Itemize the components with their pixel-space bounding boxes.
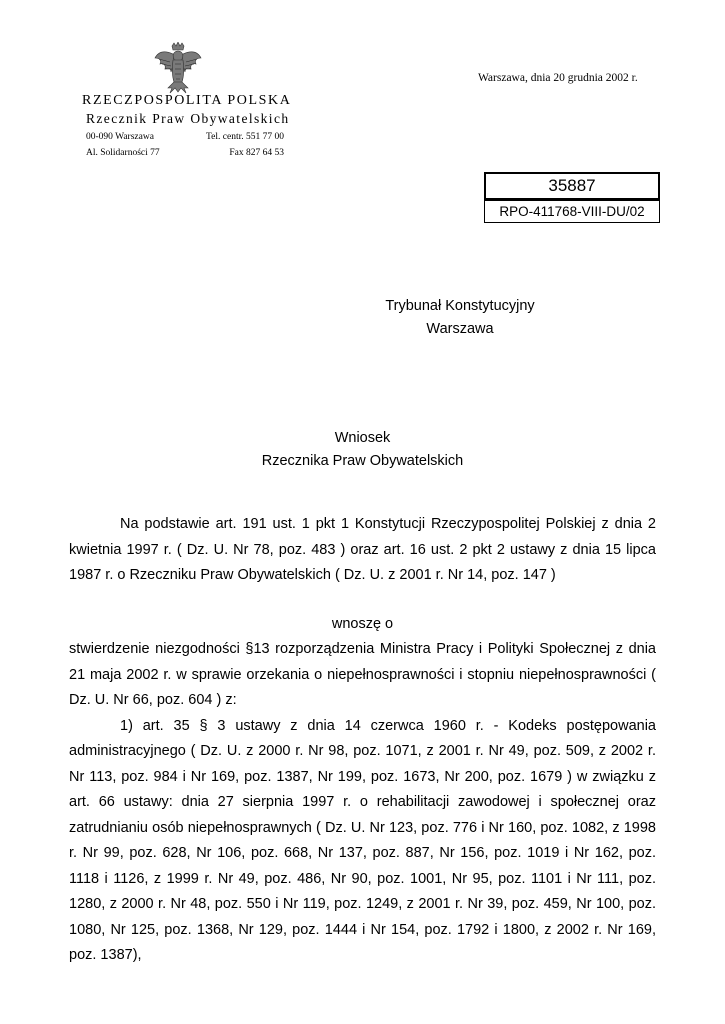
finding-paragraph: stwierdzenie niezgodności §13 rozporządzenia Ministra Pracy i Polityki Społecznej z dnia 21 maja 2002 r. w sprawie orzekania o niepełnosprawności i stopniu niepełnosprawności ( Dz. U. Nr 66, poz. 604 ) z: <box>69 641 656 708</box>
title-line-2: Rzecznika Praw Obywatelskich <box>261 453 464 469</box>
registration-number-box: 35887 <box>484 172 660 200</box>
intro-paragraph: Na podstawie art. 191 ust. 1 pkt 1 Konstytucji Rzeczypospolitej Polskiej z dnia 2 kwietnia 1997 r. ( Dz. U. Nr 78, poz. 483 ) oraz art. 16 ust. 2 pkt 2 ustawy z dnia 15 lipca 1987 r. o Rzeczniku Praw Obywatelskich ( Dz. U. z 2001 r. Nr 14, poz. 147 ) <box>69 516 656 583</box>
phone-number: Tel. centr. 551 77 00 <box>206 132 284 142</box>
addressee <box>360 295 560 341</box>
country-name: RZECZPOSPOLITA POLSKA <box>82 93 292 108</box>
addressee-name: Trybunał Konstytucyjny <box>385 298 535 314</box>
document-body <box>69 512 656 969</box>
title-line-1: Wniosek <box>334 430 391 446</box>
fax-number: Fax 827 64 53 <box>229 148 284 158</box>
point-1-paragraph: 1) art. 35 § 3 ustawy z dnia 14 czerwca 1960 r. - Kodeks postępowania administracyjnego ( Dz. U. z 2000 r. Nr 98, poz. 1071, z 2001 r. Nr 49, poz. 509, z 2002 r. Nr 113, poz. 984 i Nr 169, poz. 1387, Nr 199, poz. 1673, Nr 200, poz. 1679 ) w związku z art. 66 ustawy: dnia 27 sierpnia 1997 r. o rehabilitacji zawodowej i społecznej oraz zatrudnianiu osób niepełnosprawnych ( Dz. U. Nr 123, poz. 776 i Nr 160, poz. 1082, z 1998 r. Nr 99, poz. 628, Nr 106, poz. 668, Nr 137, poz. 887, Nr 156, poz. 1019 i Nr 162, poz. 1118 i 1126, z 1999 r. Nr 49, poz. 486, Nr 90, poz. 1001, Nr 95, poz. 1101 i Nr 111, poz. 1280, z 2000 r. Nr 48, poz. 550 i Nr 119, poz. 1249, z 2001 r. Nr 39, poz. 459, Nr 100, poz. 1080, Nr 125, poz. 1368, Nr 129, poz. 1444 i Nr 154, poz. 1792 i 1800, z 2002 r. Nr 169, poz. 1387), <box>69 717 656 963</box>
postal-address: 00-090 Warszawa <box>86 132 154 142</box>
reference-number-box: RPO-411768-VIII-DU/02 <box>484 200 660 223</box>
street-address: Al. Solidarności 77 <box>86 148 160 158</box>
addressee-city: Warszawa <box>426 321 494 337</box>
office-name: Rzecznik Praw Obywatelskich <box>86 111 290 126</box>
date-line: Warszawa, dnia 20 grudnia 2002 r. <box>478 72 638 84</box>
document-title <box>240 427 485 473</box>
polish-eagle-emblem-icon <box>154 42 202 94</box>
request-line: wnoszę o <box>331 615 394 632</box>
office-contact <box>86 129 284 161</box>
